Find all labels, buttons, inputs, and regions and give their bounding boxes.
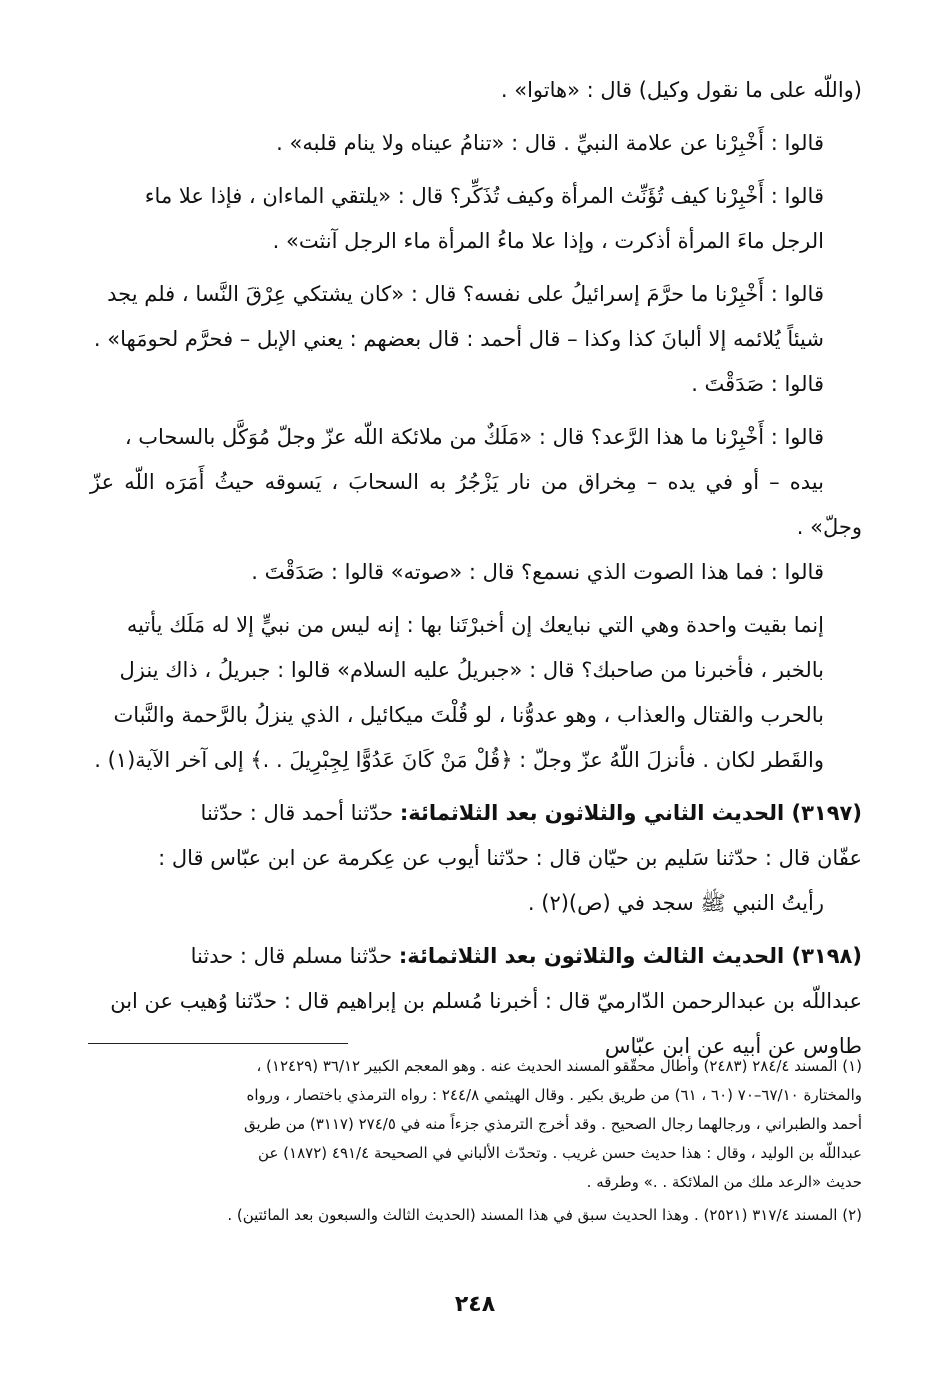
text-line: قالوا : أَخْبِرْنا عن علامة النبيِّ . قال : «تنامُ عيناه ولا ينام قلبه» . (276, 131, 824, 155)
footnote-line: (٢) المسند ٣١٧/٤ (٢٥٢١) . وهذا الحديث سبق في هذا المسند (الحديث الثالث والسبعون بعد المائتين) . (227, 1206, 862, 1224)
hadith-text: حدّثنا أحمد قال : حدّثنا (200, 801, 400, 825)
text-line: طاوس عن أبيه عن ابن عبّاس (604, 1034, 862, 1058)
page-number: ٢٤٨ (454, 1292, 496, 1317)
text-line: بالخبر ، فأخبرنا من صاحبك؟ قال : «جبريلُ عليه السلام» قالوا : جبريلُ ، ذاك ينزل (119, 658, 824, 682)
paragraph-4 (90, 272, 862, 407)
text-line: رأيتُ النبي ﷺ سجد في (ص)(٢) . (527, 891, 824, 915)
hadith-text: حدّثنا مسلم قال : حدثنا (190, 944, 399, 968)
text-line: قالوا : أَخْبِرْنا ما هذا الرَّعد؟ قال : «مَلَكٌ من ملائكة اللّه عزّ وجلّ مُوَكَّل بالسحاب ، (124, 425, 824, 449)
text-line: بالحرب والقتال والعذاب ، وهو عدوُّنا ، لو قُلْتَ ميكائيل ، الذي ينزلُ بالرَّحمة والنَّبات (113, 703, 824, 727)
main-text (90, 68, 862, 1077)
footnotes (90, 1052, 862, 1234)
paragraph-2 (90, 121, 862, 166)
footnote-line: حديث «الرعد ملك من الملائكة . .» وطرقه . (586, 1173, 862, 1191)
paragraph-5 (90, 415, 862, 595)
paragraph-1 (90, 68, 862, 113)
paragraph-3 (90, 174, 862, 264)
text-line: قالوا : صَدَقْتَ . (691, 372, 824, 396)
footnote-divider (88, 1043, 348, 1044)
hadith-heading: (٣١٩٨) الحديث الثالث والثلاثون بعد الثلاثمائة: (398, 944, 862, 968)
hadith-heading: (٣١٩٧) الحديث الثاني والثلاثون بعد الثلاثمائة: (399, 801, 862, 825)
footnote-2 (90, 1201, 862, 1230)
paragraph-6 (90, 603, 862, 783)
text-line: شيئاً يُلائمه إلا ألبانَ كذا وكذا – قال أحمد : قال بعضهم : يعني الإبل – فحرَّم لحومَها» . (93, 327, 824, 351)
text-line (90, 934, 862, 979)
footnote-line: عبداللّه بن الوليد ، وقال : هذا حديث حسن غريب . وتحدّث الألباني في الصحيحة ٤٩١/٤ (١٨٧٢) عن (258, 1144, 862, 1162)
hadith-3197 (90, 791, 862, 926)
text-line: عبداللّه بن عبدالرحمن الدّارميّ قال : أخبرنا مُسلم بن إبراهيم قال : حدّثنا وُهيب عن ابن (110, 989, 862, 1013)
text-line: عفّان قال : حدّثنا سَليم بن حيّان قال : حدّثنا أيوب عن عِكرمة عن ابن عبّاس قال : (158, 846, 862, 870)
footnote-1 (90, 1052, 862, 1197)
text-line: قالوا : أَخْبِرْنا ما حرَّمَ إسرائيلُ على نفسه؟ قال : «كان يشتكي عِرْقَ النَّسا ، فلم يجد (107, 282, 824, 306)
text-line: قالوا : فما هذا الصوت الذي نسمع؟ قال : «صوته» قالوا : صَدَقْتَ . (251, 560, 824, 584)
footnote-line: أحمد والطبراني ، ورجالهما رجال الصحيح . وقد أخرج الترمذي جزءاً منه في ٢٧٤/٥ (٣١١٧) من طريق (243, 1115, 862, 1133)
text-line (90, 791, 862, 836)
text-line: إنما بقيت واحدة وهي التي نبايعك إن أخبرْتَنا بها : إنه ليس من نبيٍّ إلا له مَلَك يأتيه (126, 613, 824, 637)
text-line: (واللّه على ما نقول وكيل) قال : «هاتوا» . (500, 78, 862, 102)
footnote-line: والمختارة ٦٧/١٠–٧٠ (٦٠ ، ٦١) من طريق بكير . وقال الهيثمي ٢٤٤/٨ : رواه الترمذي باختصار ، ورواه (246, 1086, 862, 1104)
hadith-3198 (90, 934, 862, 1069)
text-line: قالوا : أَخْبِرْنا كيف تُؤَنِّث المرأة وكيف تُذَكِّر؟ قال : «يلتقي الماءان ، فإذا علا ماء (144, 184, 824, 208)
text-line: بيده – أو في يده – مِخراق من نار يَزْجُرُ به السحابَ ، يَسوقه حيثُ أَمَرَه اللّه عزّ وجلّ» . (90, 470, 862, 539)
text-line: والقَطر لكان . فأنزلَ اللّهُ عزّ وجلّ : ﴿قُلْ مَنْ كَانَ عَدُوًّا لِجِبْرِيلَ . .﴾ إلى آخر الآية(١) . (94, 748, 824, 772)
text-line: الرجل ماءَ المرأة أذكرت ، وإذا علا ماءُ المرأة ماء الرجل آنثت» . (272, 229, 824, 253)
footnote-line: (١) المسند ٢٨٤/٤ (٢٤٨٣) وأطال محقّقو المسند الحديث عنه . وهو المعجم الكبير ٣٦/١٢ (١٢٤٢٩) ، (256, 1057, 862, 1075)
